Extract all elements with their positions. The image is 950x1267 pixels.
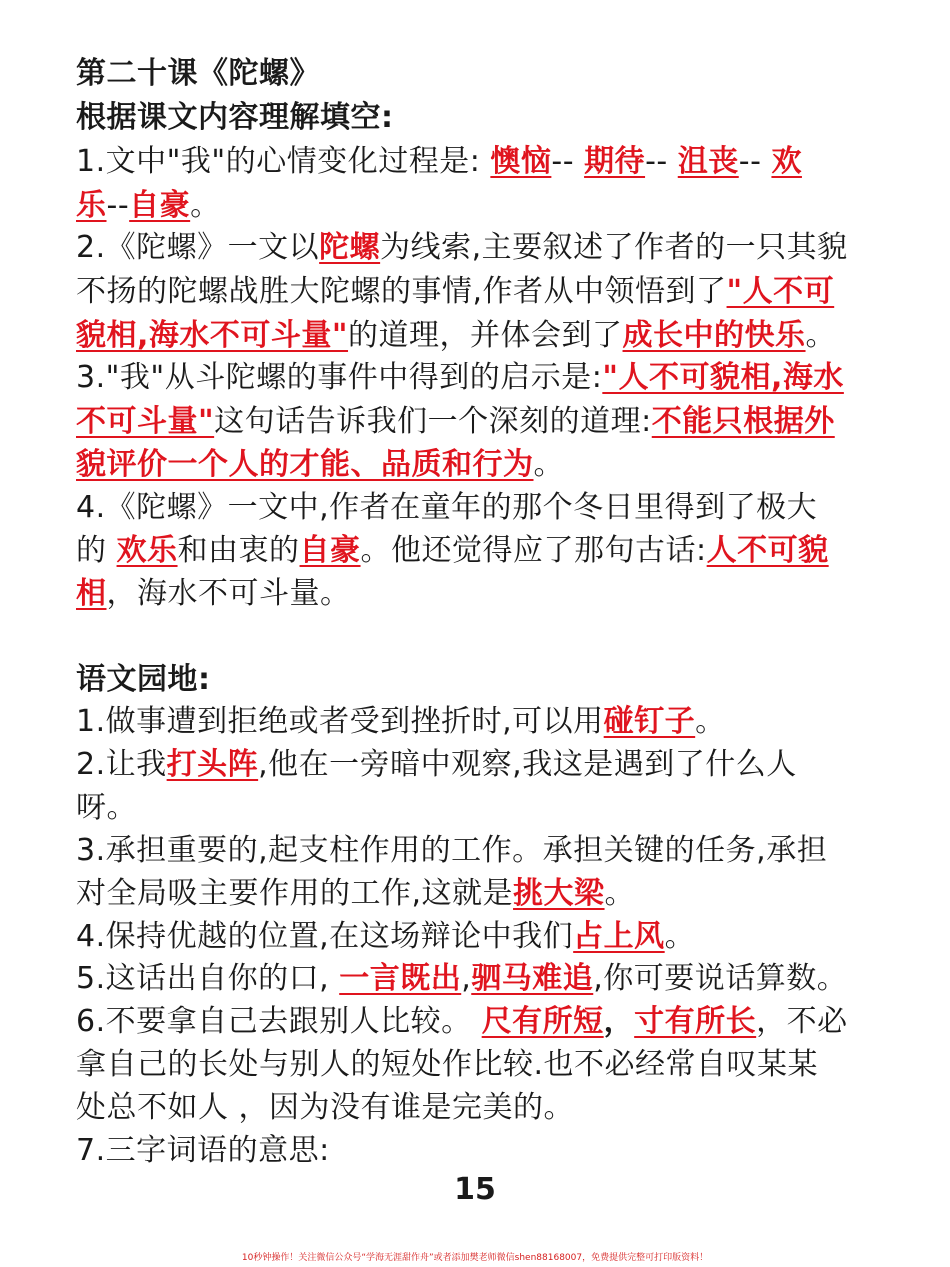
answer-blank: 尺有所短 (481, 1004, 604, 1039)
lesson-title: 第二十课《陀螺》 (76, 56, 320, 91)
garden-heading: 语文园地: (76, 662, 211, 697)
answer-blank: 相 (76, 576, 107, 611)
answer-blank: 驷马难追 (471, 961, 594, 996)
answer-blank: 不能只根据外 (651, 404, 835, 439)
answer-blank: 貌相,海水不可斗量" (76, 318, 349, 353)
garden-item-5: 5.这话出自你的口, 一言既出,驷马难追,你可要说话算数。 (76, 961, 848, 996)
answer-blank: 成长中的快乐 (622, 318, 806, 353)
answer-blank: 人不可貌 (706, 533, 829, 568)
answer-blank: 乐 (76, 188, 107, 223)
garden-item-7: 7.三字词语的意思: (76, 1133, 330, 1168)
garden-item-3-line-1: 3.承担重要的,起支柱作用的工作。承担关键的任务,承担 (76, 833, 828, 868)
question-2-line-2: 不扬的陀螺战胜大陀螺的事情,作者从中领悟到了"人不可 (76, 274, 835, 309)
question-4-line-2: 的 欢乐和由衷的自豪。他还觉得应了那句古话:人不可貌 (76, 533, 829, 568)
garden-item-6-line-2: 拿自己的长处与别人的短处作比较.也不必经常自叹某某 (76, 1047, 819, 1082)
question-2-line-3: 貌相,海水不可斗量"的道理，并体会到了成长中的快乐。 (76, 318, 837, 353)
question-3-line-3: 貌评价一个人的才能、品质和行为。 (76, 447, 564, 482)
garden-item-6-line-1: 6.不要拿自己去跟别人比较。 尺有所短，寸有所长，不必 (76, 1004, 848, 1039)
garden-item-4: 4.保持优越的位置,在这场辩论中我们占上风。 (76, 919, 696, 954)
answer-blank: 期待 (584, 144, 646, 179)
answer-blank: "人不可貌相,海水 (602, 360, 844, 395)
question-3-line-1: 3."我"从斗陀螺的事件中得到的启示是:"人不可貌相,海水 (76, 360, 844, 395)
answer-blank: 懊恼 (490, 144, 552, 179)
answer-blank: 挑大梁 (513, 876, 605, 911)
garden-item-6-line-3: 处总不如人 ，因为没有谁是完美的。 (76, 1090, 575, 1125)
question-4-line-1: 4.《陀螺》一文中,作者在童年的那个冬日里得到了极大 (76, 490, 818, 525)
answer-blank: 寸有所长 (634, 1004, 757, 1039)
question-1-line-1: 1.文中"我"的心情变化过程是: 懊恼-- 期待-- 沮丧-- 欢 (76, 144, 802, 179)
answer-blank: 打头阵 (166, 747, 259, 782)
garden-item-2-line-2: 呀。 (76, 790, 137, 825)
answer-blank: 不可斗量" (76, 404, 215, 439)
answer-blank: 碰钉子 (603, 704, 696, 739)
answer-blank: 沮丧 (677, 144, 739, 179)
answer-blank: 貌评价一个人的才能、品质和行为 (76, 447, 534, 482)
answer-blank: 自豪 (299, 533, 361, 568)
question-3-line-2: 不可斗量"这句话告诉我们一个深刻的道理:不能只根据外 (76, 404, 835, 439)
answer-blank: 欢乐 (116, 533, 178, 568)
garden-item-2-line-1: 2.让我打头阵,他在一旁暗中观察,我这是遇到了什么人 (76, 747, 797, 782)
section-heading: 根据课文内容理解填空: (76, 100, 394, 135)
answer-blank: 欢 (771, 144, 802, 179)
answer-blank: "人不可 (726, 274, 835, 309)
question-1-line-2: 乐--自豪。 (76, 188, 221, 223)
footer-note: 10秒钟操作！关注微信公众号“学海无涯甜作舟”或者添加樊老师微信shen88168007，免费提供完整可打印版资料！ (241, 1253, 709, 1263)
question-4-line-3: 相，海水不可斗量。 (76, 576, 351, 611)
garden-item-3-line-2: 对全局吸主要作用的工作,这就是挑大梁。 (76, 876, 636, 911)
question-2-line-1: 2.《陀螺》一文以陀螺为线索,主要叙述了作者的一只其貌 (76, 230, 848, 265)
garden-item-1: 1.做事遭到拒绝或者受到挫折时,可以用碰钉子。 (76, 704, 726, 739)
answer-blank: 自豪 (129, 188, 191, 223)
answer-blank: 一言既出 (339, 961, 462, 996)
answer-blank: 陀螺 (319, 230, 381, 265)
answer-blank: 占上风 (573, 919, 665, 954)
page-number: 15 (454, 1172, 496, 1207)
